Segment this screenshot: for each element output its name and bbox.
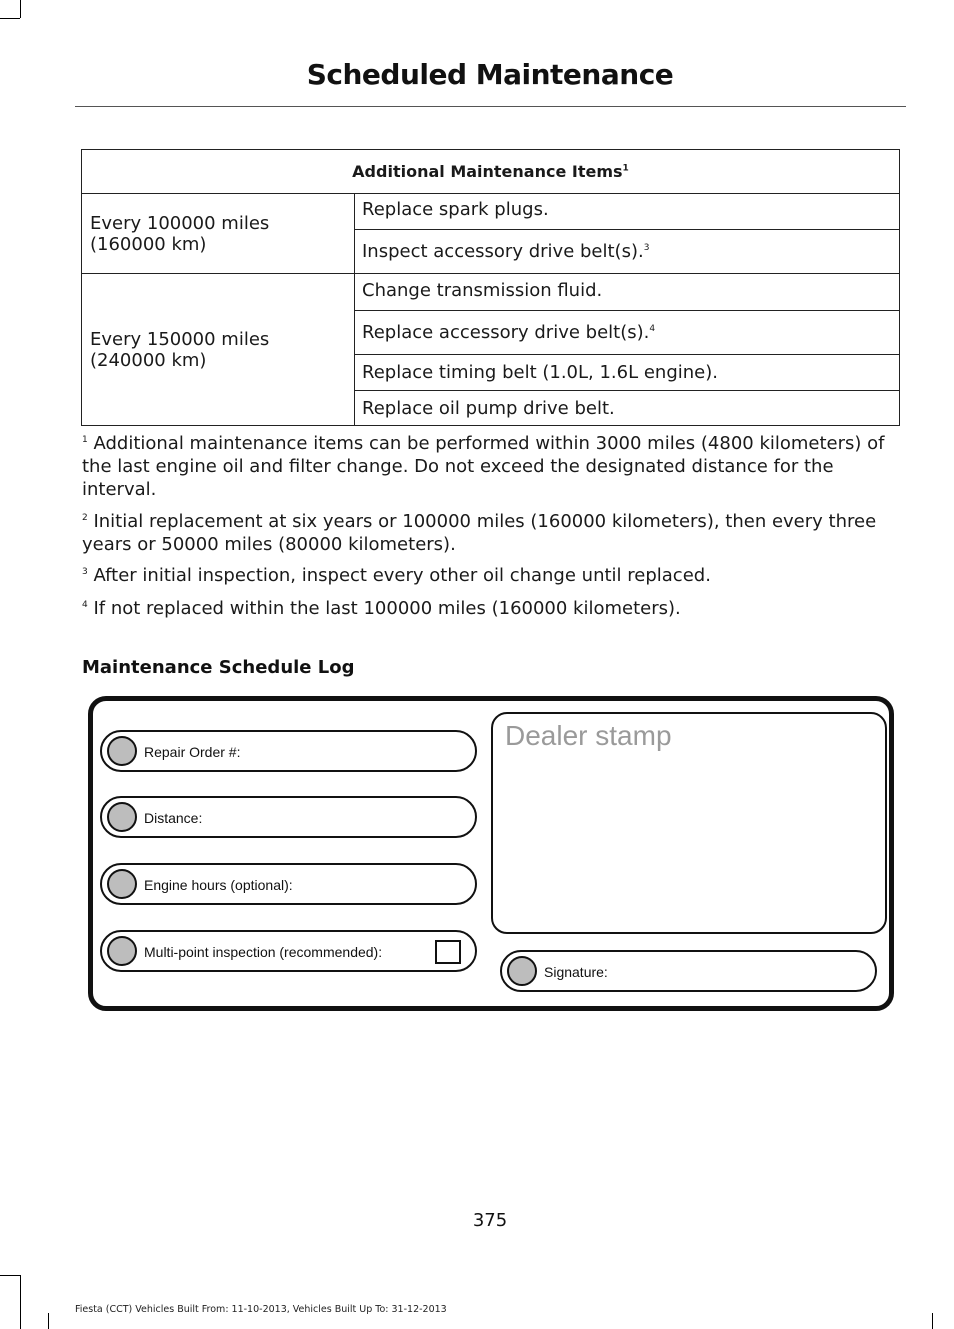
dealer-stamp-label: Dealer stamp <box>505 720 672 751</box>
table-header-text: Additional Maintenance Items <box>352 162 623 181</box>
maintenance-log-card <box>88 696 894 1011</box>
table-header <box>82 150 900 194</box>
table-row <box>82 274 900 311</box>
interval-cell <box>82 274 355 426</box>
crop-mark <box>20 0 21 18</box>
maintenance-items-table <box>81 149 900 426</box>
circle-icon <box>507 956 537 986</box>
crop-mark <box>20 1275 21 1329</box>
footnote-ref: 3 <box>643 243 650 253</box>
footnote-text: Initial replacement at six years or 100000 miles (160000 kilometers), then every three years or 50000 miles (80000 kilometers). <box>82 511 877 555</box>
footnote-ref: 4 <box>649 324 656 334</box>
inspection-field[interactable] <box>100 930 477 972</box>
field-label: Multi-point inspection (recommended): <box>144 944 383 960</box>
footnote <box>82 597 904 620</box>
footnote-text: If not replaced within the last 100000 miles (160000 kilometers). <box>93 598 681 619</box>
task-cell <box>355 230 900 274</box>
distance-field[interactable] <box>100 796 477 838</box>
interval-line: (240000 km) <box>90 349 207 371</box>
circle-icon <box>107 736 137 766</box>
footnote-text: After initial inspection, inspect every other oil change until replaced. <box>93 565 711 586</box>
task-cell <box>355 355 900 391</box>
inspection-checkbox[interactable] <box>435 940 461 964</box>
repair-order-field[interactable] <box>100 730 477 772</box>
page-footer: Fiesta (CCT) Vehicles Built From: 11-10-2013, Vehicles Built Up To: 31-12-2013 <box>75 1304 447 1315</box>
footnote <box>82 510 904 556</box>
task-cell <box>355 274 900 311</box>
circle-icon <box>107 936 137 966</box>
field-label: Signature: <box>544 964 608 980</box>
crop-mark <box>48 1313 49 1329</box>
footnote-text: Additional maintenance items can be performed within 3000 miles (4800 kilometers) of the last engine oil and filter change. Do not exceed the designated distance for the interval. <box>82 433 885 500</box>
section-heading: Maintenance Schedule Log <box>82 657 355 678</box>
page-number: 375 <box>472 1210 508 1231</box>
footnote <box>82 432 904 501</box>
interval-line: Every 150000 miles <box>90 328 270 350</box>
task-cell <box>355 194 900 230</box>
task-text: Replace timing belt (1.0L, 1.6L engine). <box>362 362 718 383</box>
interval-cell <box>82 194 355 274</box>
crop-mark <box>0 18 20 19</box>
interval-line: (160000 km) <box>90 233 207 255</box>
footnote-number: 2 <box>82 513 88 523</box>
circle-icon <box>107 802 137 832</box>
task-text: Inspect accessory drive belt(s). <box>362 241 644 262</box>
title-divider <box>75 106 906 107</box>
footnote-number: 4 <box>82 600 88 610</box>
circle-icon <box>107 869 137 899</box>
engine-hours-field[interactable] <box>100 863 477 905</box>
crop-mark <box>932 1313 933 1329</box>
crop-mark <box>0 1275 20 1276</box>
field-label: Engine hours (optional): <box>144 877 293 893</box>
task-text: Replace spark plugs. <box>362 199 549 220</box>
field-label: Repair Order #: <box>144 744 241 760</box>
interval-line: Every 100000 miles <box>90 212 270 234</box>
footnote-ref: 1 <box>622 163 629 174</box>
task-text: Replace accessory drive belt(s). <box>362 322 650 343</box>
signature-field[interactable] <box>500 950 877 992</box>
table-row <box>82 194 900 230</box>
dealer-stamp-box <box>491 712 887 934</box>
field-label: Distance: <box>144 810 203 826</box>
task-text: Change transmission fluid. <box>362 280 603 301</box>
footnote-number: 1 <box>82 435 88 445</box>
footnote <box>82 564 904 587</box>
task-cell <box>355 391 900 426</box>
footnote-number: 3 <box>82 567 88 577</box>
page-title: Scheduled Maintenance <box>306 58 674 91</box>
task-text: Replace oil pump drive belt. <box>362 397 615 419</box>
table-header-row <box>82 150 900 194</box>
footnotes <box>82 432 904 620</box>
task-cell <box>355 311 900 355</box>
